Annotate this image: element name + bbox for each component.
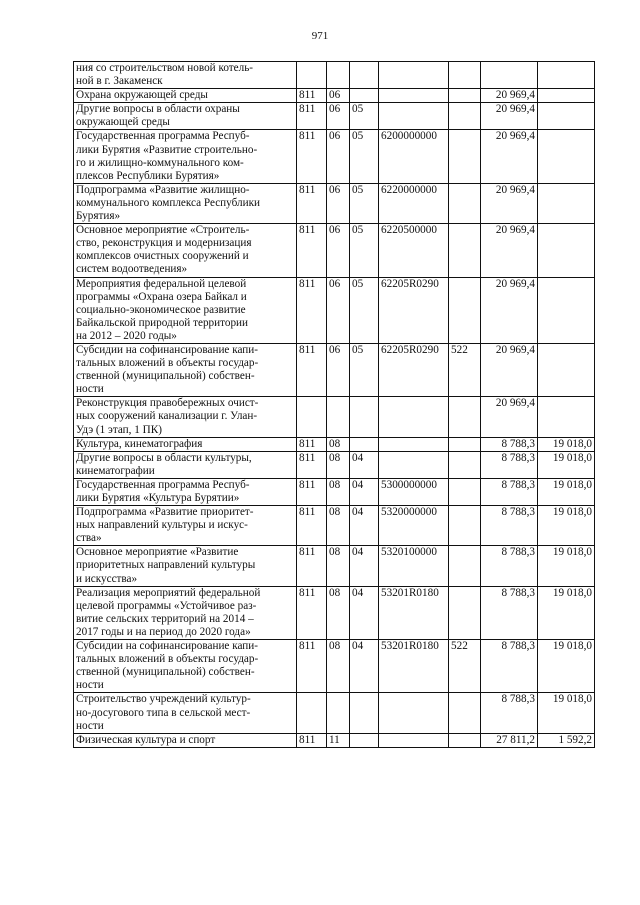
- cell-amount-1: 8 788,3: [481, 478, 538, 505]
- cell-ved: 811: [297, 478, 327, 505]
- table-row: [74, 89, 595, 103]
- cell-expense-type: [449, 89, 481, 103]
- cell-target-article: 6220000000: [379, 183, 449, 223]
- cell-subsection: 05: [350, 343, 379, 396]
- cell-name: [74, 224, 297, 277]
- cell-name-line: лики Бурятия «Культура Бурятии»: [76, 492, 240, 504]
- cell-expense-type: [449, 277, 481, 343]
- cell-section: 06: [327, 224, 350, 277]
- cell-section: [327, 397, 350, 437]
- cell-ved: [297, 693, 327, 733]
- cell-section: 06: [327, 343, 350, 396]
- table-row: [74, 693, 595, 733]
- cell-expense-type: [449, 183, 481, 223]
- cell-subsection: 04: [350, 451, 379, 478]
- cell-amount-2: 19 018,0: [538, 546, 595, 586]
- cell-ved: 811: [297, 89, 327, 103]
- table-row: [74, 546, 595, 586]
- budget-table-body: [74, 62, 595, 748]
- cell-target-article: 53201R0180: [379, 640, 449, 693]
- cell-target-article: [379, 451, 449, 478]
- table-row: [74, 183, 595, 223]
- cell-expense-type: 522: [449, 343, 481, 396]
- cell-subsection: [350, 397, 379, 437]
- cell-amount-1: 8 788,3: [481, 586, 538, 639]
- cell-amount-2: [538, 277, 595, 343]
- page-number: 971: [311, 30, 329, 42]
- table-row: [74, 397, 595, 437]
- cell-amount-1: 20 969,4: [481, 89, 538, 103]
- cell-name: [74, 506, 297, 546]
- cell-expense-type: [449, 478, 481, 505]
- cell-amount-1: 20 969,4: [481, 343, 538, 396]
- cell-name-line: Основное мероприятие «Развитие: [76, 546, 239, 559]
- cell-name-line: плексов Республики Бурятия»: [76, 169, 220, 182]
- cell-name-line: Удэ (1 этап, 1 ПК): [76, 423, 162, 436]
- table-row: [74, 277, 595, 343]
- cell-name: [74, 546, 297, 586]
- cell-amount-1: 8 788,3: [481, 437, 538, 451]
- cell-amount-1: 8 788,3: [481, 640, 538, 693]
- cell-ved: 811: [297, 733, 327, 747]
- cell-section: 06: [327, 89, 350, 103]
- cell-expense-type: 522: [449, 640, 481, 693]
- cell-name-line: Другие вопросы в области охраны: [76, 103, 240, 116]
- cell-name-line: тальных вложений в объекты государ-: [76, 653, 259, 666]
- cell-name-line: на 2012 – 2020 годы»: [76, 329, 177, 342]
- cell-name-line: социально-экономическое развитие: [76, 303, 246, 316]
- cell-section: 08: [327, 640, 350, 693]
- table-row: [74, 437, 595, 451]
- table-row: [74, 478, 595, 505]
- cell-name-line: и искусства»: [76, 572, 138, 585]
- cell-name-line: ственной (муниципальной) собствен-: [76, 370, 255, 383]
- cell-subsection: [350, 693, 379, 733]
- table-row: [74, 103, 595, 130]
- cell-amount-1: 8 788,3: [481, 451, 538, 478]
- cell-target-article: 5320000000: [379, 506, 449, 546]
- cell-name-line: Мероприятия федеральной целевой: [76, 277, 247, 290]
- cell-expense-type: [449, 451, 481, 478]
- cell-name: [74, 103, 297, 130]
- cell-subsection: 05: [350, 130, 379, 183]
- cell-name: [74, 62, 297, 89]
- cell-name-line: 2017 годы и на период до 2020 года»: [76, 625, 251, 638]
- cell-name-line: Реконструкция правобережных очист-: [76, 397, 259, 410]
- table-row: [74, 506, 595, 546]
- cell-section: 11: [327, 733, 350, 747]
- cell-ved: 811: [297, 506, 327, 546]
- cell-name-line: Подпрограмма «Развитие приоритет-: [76, 506, 254, 519]
- cell-name-line: Строительство учреждений культур-: [76, 693, 251, 706]
- cell-expense-type: [449, 586, 481, 639]
- cell-expense-type: [449, 130, 481, 183]
- cell-amount-2: 19 018,0: [538, 451, 595, 478]
- cell-name-line: систем водоотведения»: [76, 263, 188, 276]
- cell-name: [74, 586, 297, 639]
- cell-name-line: ния со строительством новой котель-: [76, 62, 254, 74]
- cell-amount-1: 20 969,4: [481, 130, 538, 183]
- cell-ved: 811: [297, 103, 327, 130]
- cell-expense-type: [449, 733, 481, 747]
- cell-ved: 811: [297, 343, 327, 396]
- cell-name-line: Реализация мероприятий федеральной: [76, 586, 261, 599]
- cell-ved: 811: [297, 546, 327, 586]
- cell-expense-type: [449, 224, 481, 277]
- table-row: [74, 343, 595, 396]
- cell-name-line: Государственная программа Респуб-: [76, 130, 250, 143]
- cell-expense-type: [449, 397, 481, 437]
- table-row: [74, 640, 595, 693]
- cell-section: 08: [327, 586, 350, 639]
- cell-amount-1: 8 788,3: [481, 506, 538, 546]
- cell-ved: 811: [297, 586, 327, 639]
- cell-subsection: [350, 437, 379, 451]
- cell-amount-2: 19 018,0: [538, 506, 595, 546]
- cell-amount-2: [538, 183, 595, 223]
- cell-name-line: коммунального комплекса Республики: [76, 196, 261, 209]
- cell-name-line: целевой программы «Устойчивое раз-: [76, 599, 257, 612]
- cell-name-line: Субсидии на софинансирование капи-: [76, 343, 258, 356]
- cell-subsection: 05: [350, 277, 379, 343]
- cell-amount-1: 8 788,3: [481, 693, 538, 733]
- cell-section: 08: [327, 546, 350, 586]
- cell-ved: 811: [297, 437, 327, 451]
- cell-target-article: 6220500000: [379, 224, 449, 277]
- cell-target-article: 62205R0290: [379, 343, 449, 396]
- cell-expense-type: [449, 506, 481, 546]
- cell-expense-type: [449, 62, 481, 89]
- cell-section: 06: [327, 183, 350, 223]
- cell-name: [74, 343, 297, 396]
- cell-amount-2: [538, 397, 595, 437]
- cell-subsection: 04: [350, 506, 379, 546]
- cell-section: [327, 62, 350, 89]
- table-row: [74, 733, 595, 747]
- cell-amount-1: 20 969,4: [481, 183, 538, 223]
- cell-name-line: приоритетных направлений культуры: [76, 559, 256, 572]
- cell-section: 06: [327, 103, 350, 130]
- cell-target-article: [379, 397, 449, 437]
- cell-amount-2: [538, 130, 595, 183]
- cell-amount-1: 27 811,2: [481, 733, 538, 747]
- cell-expense-type: [449, 437, 481, 451]
- cell-target-article: 6200000000: [379, 130, 449, 183]
- cell-amount-1: 20 969,4: [481, 397, 538, 437]
- cell-expense-type: [449, 546, 481, 586]
- cell-subsection: [350, 89, 379, 103]
- cell-amount-1: 20 969,4: [481, 103, 538, 130]
- cell-name-line: Другие вопросы в области культуры,: [76, 451, 252, 464]
- cell-section: 08: [327, 451, 350, 478]
- table-row: [74, 62, 595, 89]
- table-row: [74, 451, 595, 478]
- cell-name-line: ных направлений культуры и искус-: [76, 519, 248, 532]
- cell-target-article: [379, 62, 449, 89]
- cell-name-line: программы «Охрана озера Байкал и: [76, 290, 247, 303]
- cell-name-line: ство, реконструкция и модернизация: [76, 237, 252, 250]
- cell-ved: 811: [297, 277, 327, 343]
- cell-name: [74, 451, 297, 478]
- cell-section: [327, 693, 350, 733]
- cell-subsection: 04: [350, 546, 379, 586]
- cell-target-article: [379, 103, 449, 130]
- cell-target-article: [379, 693, 449, 733]
- cell-expense-type: [449, 693, 481, 733]
- cell-section: 08: [327, 478, 350, 505]
- cell-name: [74, 277, 297, 343]
- cell-amount-2: [538, 103, 595, 130]
- cell-amount-2: 19 018,0: [538, 478, 595, 505]
- cell-name-line: ности: [76, 719, 104, 732]
- cell-name-line: Основное мероприятие «Строитель-: [76, 224, 250, 237]
- cell-amount-2: 19 018,0: [538, 640, 595, 693]
- cell-name-line: ности: [76, 383, 104, 396]
- cell-amount-2: 19 018,0: [538, 437, 595, 451]
- budget-table: [73, 61, 595, 748]
- cell-name: [74, 89, 297, 103]
- cell-amount-2: [538, 62, 595, 89]
- cell-name-line: комплексов очистных сооружений и: [76, 250, 249, 263]
- cell-name-line: ных сооружений канализации г. Улан-: [76, 410, 258, 423]
- cell-amount-2: 1 592,2: [538, 733, 595, 747]
- cell-subsection: 05: [350, 183, 379, 223]
- cell-ved: [297, 62, 327, 89]
- cell-amount-2: 19 018,0: [538, 693, 595, 733]
- cell-ved: 811: [297, 183, 327, 223]
- cell-subsection: 04: [350, 640, 379, 693]
- cell-amount-1: 20 969,4: [481, 224, 538, 277]
- cell-name-line: витие сельских территорий на 2014 –: [76, 612, 254, 625]
- cell-name: [74, 693, 297, 733]
- cell-target-article: [379, 437, 449, 451]
- table-row: [74, 586, 595, 639]
- cell-ved: 811: [297, 130, 327, 183]
- cell-target-article: 5320100000: [379, 546, 449, 586]
- cell-amount-2: 19 018,0: [538, 586, 595, 639]
- cell-name-line: Государственная программа Респуб-: [76, 478, 250, 491]
- cell-name-line: тальных вложений в объекты государ-: [76, 357, 259, 370]
- cell-name-line: Охрана окружающей среды: [76, 89, 208, 102]
- cell-name-line: ной в г. Закаменск: [76, 75, 163, 88]
- cell-amount-1: [481, 62, 538, 89]
- cell-name-line: Байкальской природной территории: [76, 316, 249, 329]
- cell-subsection: [350, 733, 379, 747]
- cell-amount-2: [538, 343, 595, 396]
- cell-section: 08: [327, 506, 350, 546]
- cell-name-line: ственной (муниципальной) собствен-: [76, 666, 255, 679]
- cell-name-line: ства»: [76, 532, 102, 545]
- cell-name-line: лики Бурятия «Развитие строительно-: [76, 143, 258, 156]
- cell-name-line: Бурятия»: [76, 210, 121, 223]
- cell-section: 06: [327, 130, 350, 183]
- cell-subsection: 05: [350, 103, 379, 130]
- cell-name-line: го и жилищно-коммунального ком-: [76, 156, 244, 169]
- cell-amount-2: [538, 224, 595, 277]
- cell-ved: 811: [297, 224, 327, 277]
- cell-subsection: [350, 62, 379, 89]
- cell-amount-1: 20 969,4: [481, 277, 538, 343]
- cell-ved: [297, 397, 327, 437]
- cell-target-article: 53201R0180: [379, 586, 449, 639]
- cell-amount-2: [538, 89, 595, 103]
- cell-target-article: 62205R0290: [379, 277, 449, 343]
- cell-name-line: кинематографии: [76, 464, 155, 477]
- cell-section: 08: [327, 437, 350, 451]
- cell-name: [74, 397, 297, 437]
- cell-name-line: окружающей среды: [76, 116, 170, 129]
- cell-amount-1: 8 788,3: [481, 546, 538, 586]
- cell-subsection: 04: [350, 478, 379, 505]
- cell-section: 06: [327, 277, 350, 343]
- cell-name-line: Физическая культура и спорт: [76, 733, 216, 746]
- cell-target-article: [379, 89, 449, 103]
- cell-subsection: 04: [350, 586, 379, 639]
- table-row: [74, 130, 595, 183]
- cell-name: [74, 183, 297, 223]
- cell-name-line: Субсидии на софинансирование капи-: [76, 640, 258, 653]
- cell-target-article: 5300000000: [379, 478, 449, 505]
- cell-name: [74, 733, 297, 747]
- cell-ved: 811: [297, 640, 327, 693]
- cell-target-article: [379, 733, 449, 747]
- cell-name-line: но-досугового типа в сельской мест-: [76, 706, 251, 719]
- cell-name: [74, 478, 297, 505]
- cell-subsection: 05: [350, 224, 379, 277]
- table-row: [74, 224, 595, 277]
- cell-name: [74, 640, 297, 693]
- cell-ved: 811: [297, 451, 327, 478]
- cell-name-line: Культура, кинематография: [76, 437, 203, 450]
- cell-name-line: ности: [76, 679, 104, 692]
- cell-name-line: Подпрограмма «Развитие жилищно-: [76, 183, 250, 196]
- cell-name: [74, 130, 297, 183]
- cell-name: [74, 437, 297, 451]
- cell-expense-type: [449, 103, 481, 130]
